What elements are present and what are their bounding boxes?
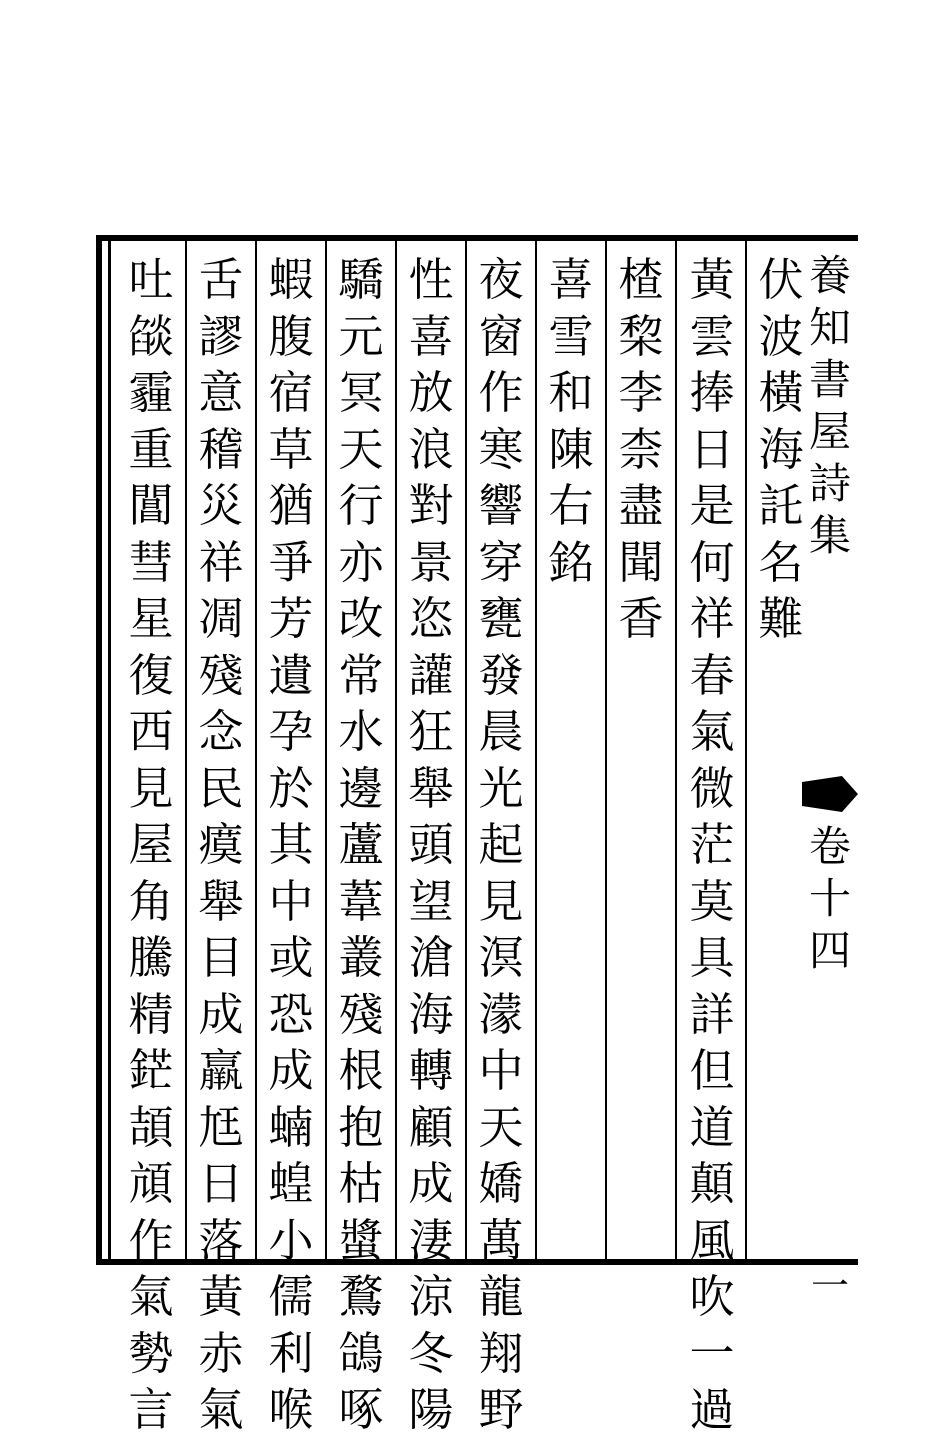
column-rule [675, 241, 677, 1259]
column-rule [605, 241, 607, 1259]
column-rule [745, 241, 747, 1259]
fishtail-mark-icon [802, 776, 858, 812]
column-rule [465, 241, 467, 1259]
text-column-2: 黃雲捧日是何祥春氣微茫莫具詳但道顛風吹一過 [689, 253, 735, 1436]
column-rule [395, 241, 397, 1259]
text-column-7: 驕元冥天行亦改常水邊蘆葦叢殘根抱枯螿鶩鴿啄 [338, 253, 384, 1436]
text-column-9: 舌謬意稽災祥凋殘念民瘼舉目成羸尪日落黃赤氣 [198, 253, 244, 1436]
text-column-5: 夜窗作寒響穿甕發晨光起見溟濛中天嬌萬龍翔野 [478, 253, 524, 1436]
column-rule [325, 241, 327, 1259]
column-rule [185, 241, 187, 1259]
page-number: 一 [810, 1264, 849, 1308]
column-rule [535, 241, 537, 1259]
column-rule [255, 241, 257, 1259]
frame-inner-rule [108, 241, 111, 1259]
book-title: 養知書屋詩集 [808, 251, 851, 560]
text-column-4: 喜雪和陳右銘 [548, 253, 594, 589]
text-column-8: 蝦腹宿草猶爭芳遺孕於其中或恐成蝻蝗小儒利喉 [268, 253, 314, 1436]
text-column-1: 伏波橫海託名難 [758, 253, 804, 645]
text-column-3: 楂棃李柰盡聞香 [618, 253, 664, 645]
page-margin-column [800, 236, 860, 1308]
text-column-10: 吐燄霾重閶彗星復西見屋角騰精鋩頡頏作氣勢言 [128, 253, 174, 1436]
volume-number: 卷十四 [808, 822, 851, 975]
text-column-6: 性喜放浪對景恣讙狂舉頭望滄海轉顧成淒涼冬陽 [408, 253, 454, 1436]
